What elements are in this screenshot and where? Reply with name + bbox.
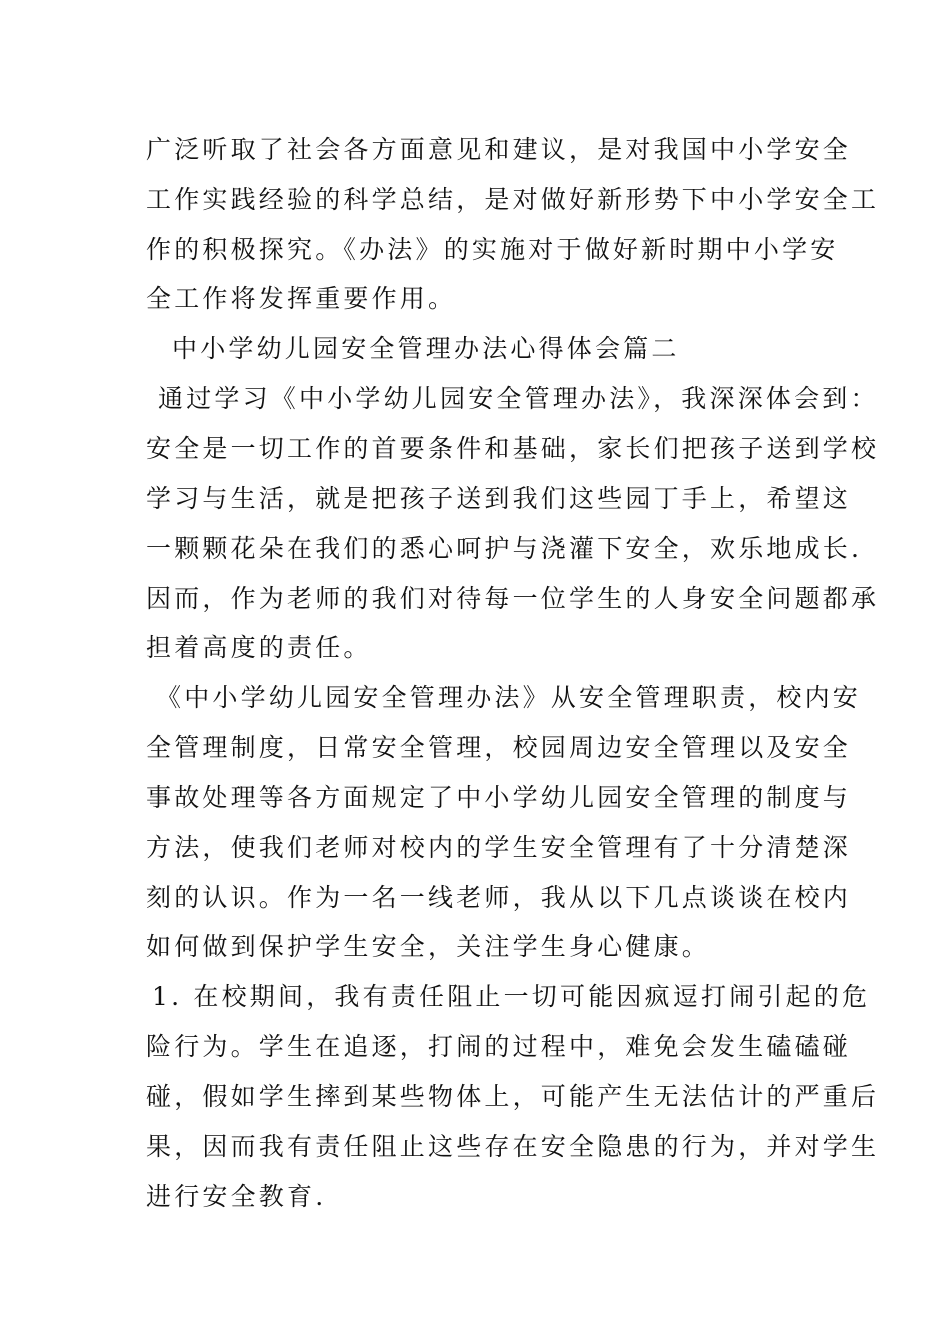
text-line: 方法，使我们老师对校内的学生安全管理有了十分清楚深	[146, 833, 852, 862]
text-line: 《中小学幼儿园安全管理办法》从安全管理职责，校内安	[156, 683, 862, 712]
text-line: 通过学习《中小学幼儿园安全管理办法》，我深深体会到：	[158, 384, 879, 413]
text-line: 碰，假如学生摔到某些物体上，可能产生无法估计的严重后	[146, 1082, 880, 1111]
text-line: 一颗颗花朵在我们的悉心呵护与浇灌下安全，欢乐地成长.	[146, 534, 863, 563]
text-line: 刻的认识。作为一名一线老师，我从以下几点谈谈在校内	[146, 883, 852, 912]
text-line: 果，因而我有责任阻止这些存在安全隐患的行为，并对学生	[146, 1132, 880, 1161]
text-line: 如何做到保护学生安全，关注学生身心健康。	[146, 932, 711, 961]
text-line: 事故处理等各方面规定了中小学幼儿园安全管理的制度与	[146, 783, 852, 812]
text-line: 因而，作为老师的我们对待每一位学生的人身安全问题都承	[146, 584, 880, 613]
text-line: 广泛听取了社会各方面意见和建议，是对我国中小学安全	[146, 135, 852, 164]
text-line: 担着高度的责任。	[146, 633, 372, 662]
text-line: 作的积极探究。《办法》的实施对于做好新时期中小学安	[146, 235, 839, 264]
text-line: 进行安全教育.	[146, 1182, 327, 1211]
section-heading: 中小学幼儿园安全管理办法心得体会篇二	[172, 334, 680, 363]
text-line: 全管理制度，日常安全管理，校园周边安全管理以及安全	[146, 733, 852, 762]
text-line: 工作实践经验的科学总结，是对做好新形势下中小学安全工	[146, 185, 880, 214]
text-line: 安全是一切工作的首要条件和基础，家长们把孩子送到学校	[146, 434, 880, 463]
text-line: 全工作将发挥重要作用。	[146, 284, 457, 313]
text-line: 学习与生活，就是把孩子送到我们这些园丁手上，希望这	[146, 484, 852, 513]
list-item: 1. 在校期间，我有责任阻止一切可能因疯逗打闹引起的危	[152, 982, 871, 1011]
text-line: 险行为。学生在追逐，打闹的过程中，难免会发生磕磕碰	[146, 1032, 852, 1061]
